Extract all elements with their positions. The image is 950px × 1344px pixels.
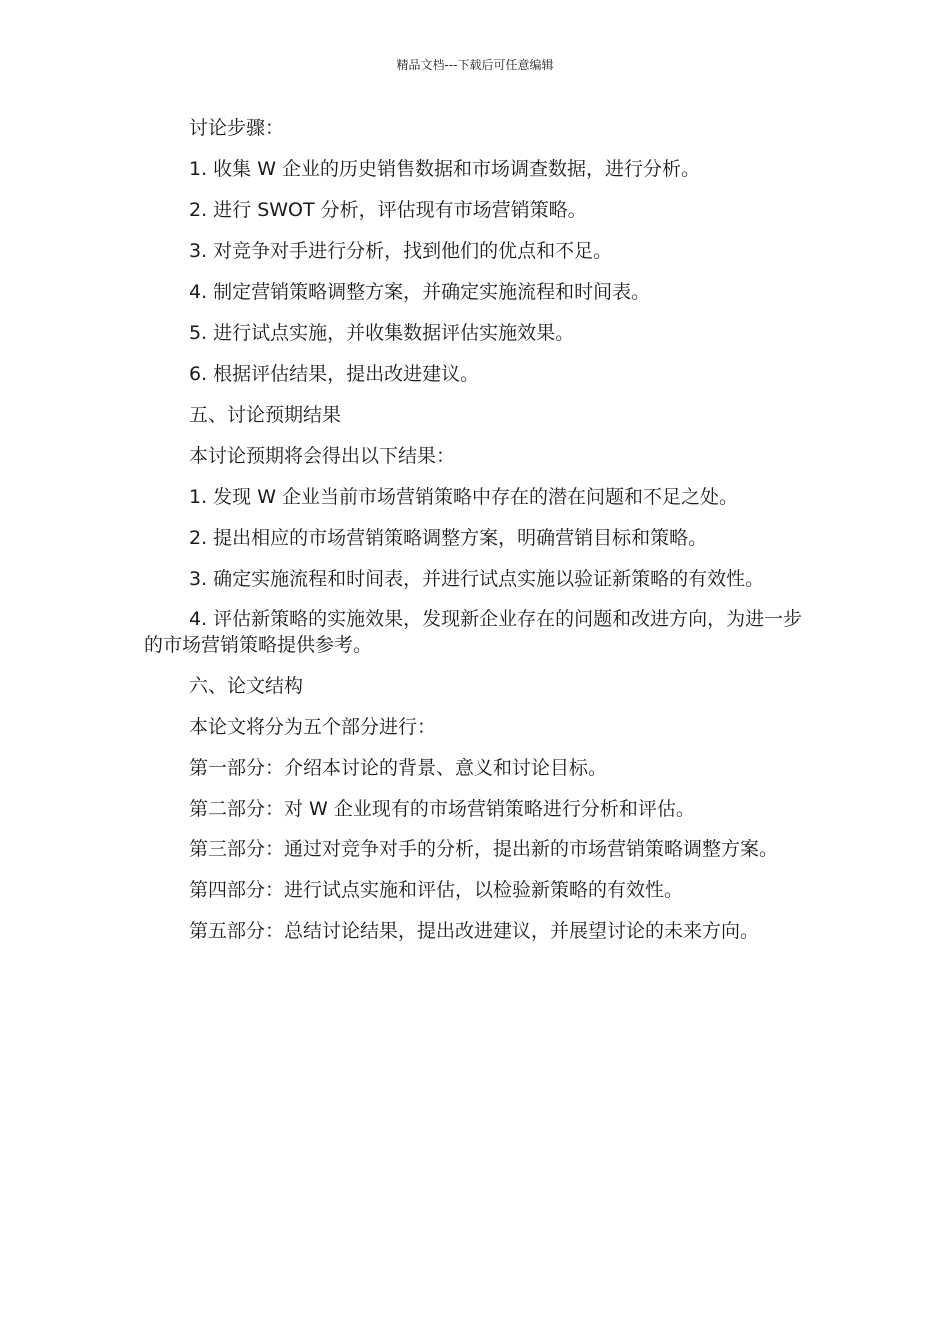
paragraph-step-5: 5. 进行试点实施，并收集数据评估实施效果。 (189, 322, 575, 344)
paragraph-part-4: 第四部分：进行试点实施和评估，以检验新策略的有效性。 (189, 879, 684, 901)
paragraph-discussion-steps-heading: 讨论步骤： (189, 117, 285, 139)
section-heading-thesis-structure: 六、论文结构 (189, 675, 304, 697)
paragraph-step-2: 2. 进行 SWOT 分析，评估现有市场营销策略。 (189, 199, 587, 221)
paragraph-result-4: 4. 评估新策略的实施效果，发现新企业存在的问题和改进方向，为进一步的市场营销策略提供参考。 (144, 608, 803, 656)
paragraph-part-5: 第五部分：总结讨论结果，提出改进建议，并展望讨论的未来方向。 (189, 920, 760, 942)
document-body (144, 114, 812, 958)
paragraph-result-3: 3. 确定实施流程和时间表，并进行试点实施以验证新策略的有效性。 (189, 568, 765, 590)
paragraph-result-1: 1. 发现 W 企业当前市场营销策略中存在的潜在问题和不足之处。 (189, 486, 739, 508)
paragraph-step-1: 1. 收集 W 企业的历史销售数据和市场调查数据，进行分析。 (189, 158, 701, 180)
page-header: 精品文档---下载后可任意编辑 (396, 58, 554, 72)
paragraph-result-2: 2. 提出相应的市场营销策略调整方案，明确营销目标和策略。 (189, 527, 708, 549)
paragraph-part-3: 第三部分：通过对竞争对手的分析，提出新的市场营销策略调整方案。 (189, 838, 779, 860)
paragraph-step-3: 3. 对竞争对手进行分析，找到他们的优点和不足。 (189, 240, 613, 262)
section-heading-expected-results: 五、讨论预期结果 (189, 404, 342, 426)
paragraph-step-6: 6. 根据评估结果，提出改进建议。 (189, 363, 480, 385)
paragraph-structure-intro: 本论文将分为五个部分进行： (189, 716, 437, 738)
paragraph-part-1: 第一部分：介绍本讨论的背景、意义和讨论目标。 (189, 757, 608, 779)
paragraph-expected-results-intro: 本讨论预期将会得出以下结果： (189, 445, 456, 467)
paragraph-part-2: 第二部分：对 W 企业现有的市场营销策略进行分析和评估。 (189, 798, 695, 820)
paragraph-step-4: 4. 制定营销策略调整方案，并确定实施流程和时间表。 (189, 281, 651, 303)
